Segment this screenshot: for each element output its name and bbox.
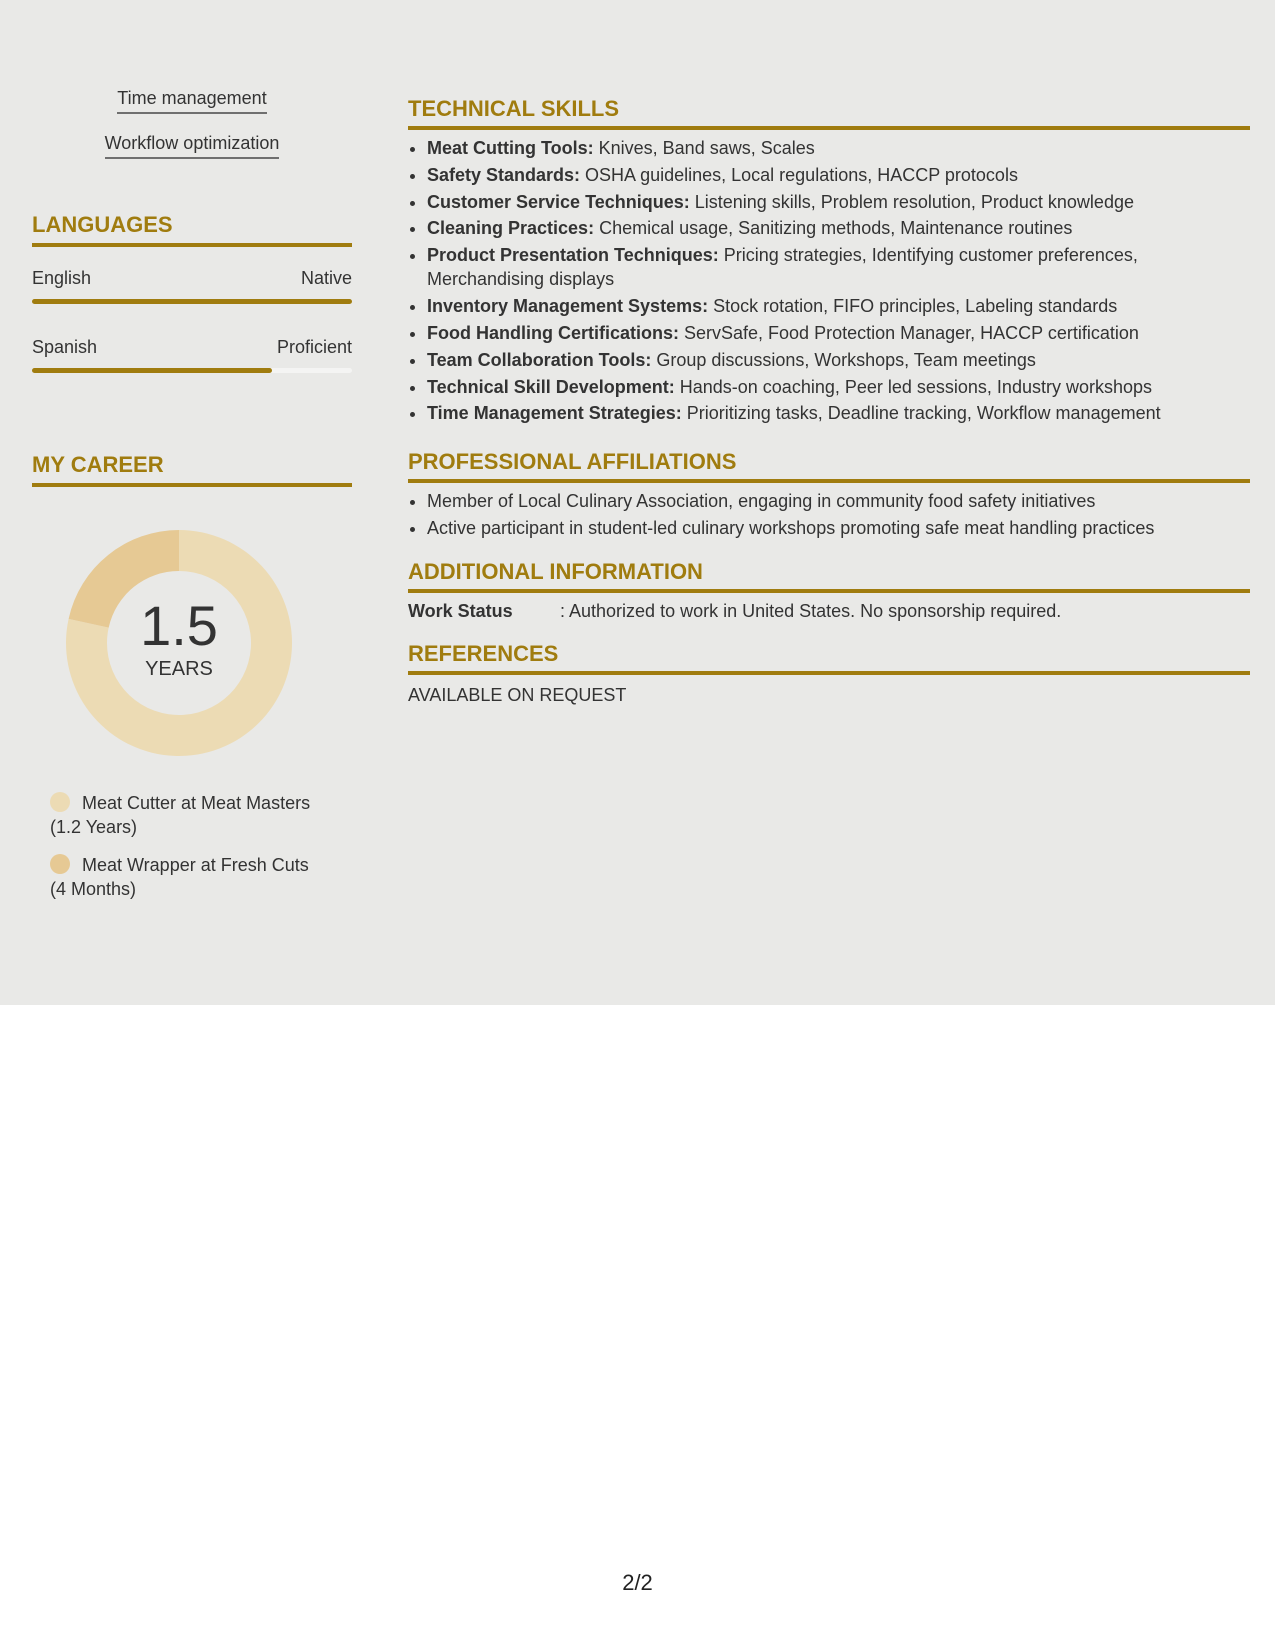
references-text: AVAILABLE ON REQUEST	[408, 685, 627, 705]
language-bar	[32, 368, 352, 373]
list-item	[427, 293, 1249, 320]
skill-category: Inventory Management Systems:	[427, 296, 709, 317]
language-level: Proficient	[276, 337, 352, 357]
legend-dot-icon	[50, 854, 70, 874]
language-bar	[32, 299, 352, 304]
career-legend-item	[50, 791, 350, 839]
list-item	[427, 162, 1249, 189]
language-bar-fill	[32, 368, 272, 373]
page-number: 2/2	[622, 1570, 653, 1595]
skill-detail: Chemical usage, Sanitizing methods, Maintenance routines	[594, 218, 1073, 239]
work-status-label: Work Status	[408, 601, 513, 621]
skill-label: Time management	[117, 88, 266, 114]
work-status-row	[408, 601, 1061, 622]
list-item: • Active participant in student-led culinary workshops promoting safe meat handling practices	[427, 515, 1249, 542]
career-donut-chart	[66, 530, 292, 756]
list-item	[427, 242, 1249, 293]
skill-item	[32, 133, 352, 159]
skill-category: Safety Standards:	[427, 164, 581, 185]
list-item	[427, 320, 1249, 347]
language-name: English	[32, 268, 92, 288]
skill-category: Cleaning Practices:	[427, 218, 595, 239]
skill-item	[32, 88, 352, 114]
skill-category: Team Collaboration Tools:	[427, 349, 652, 370]
career-donut-center	[66, 530, 292, 756]
skill-category: Product Presentation Techniques:	[427, 245, 719, 266]
list-item	[427, 400, 1249, 427]
affiliations-list	[408, 488, 1249, 542]
technical-skills-list	[408, 135, 1249, 427]
career-legend-item	[50, 853, 350, 901]
skill-detail: Listening skills, Problem resolution, Product knowledge	[689, 191, 1134, 212]
skill-category: Technical Skill Development:	[427, 376, 675, 397]
technical-skills-heading: TECHNICAL SKILLS	[408, 96, 1250, 130]
language-name: Spanish	[32, 337, 98, 357]
language-row	[32, 337, 352, 358]
list-item	[427, 189, 1249, 216]
list-item	[427, 374, 1249, 401]
list-item	[427, 215, 1249, 242]
skill-category: Food Handling Certifications:	[427, 322, 679, 343]
languages-heading: LANGUAGES	[32, 212, 352, 247]
career-total: 1.5	[140, 593, 218, 657]
skill-detail: OSHA guidelines, Local regulations, HACCP protocols	[580, 164, 1018, 185]
references-heading: REFERENCES	[408, 641, 1250, 675]
skill-detail: Group discussions, Workshops, Team meetings	[651, 349, 1036, 370]
skill-detail: Knives, Band saws, Scales	[593, 138, 815, 158]
affiliations-heading: PROFESSIONAL AFFILIATIONS	[408, 449, 1250, 483]
skill-detail: ServSafe, Food Protection Manager, HACCP certification	[679, 322, 1139, 343]
work-status-value: : Authorized to work in United States. No sponsorship required.	[560, 601, 1062, 621]
career-unit: YEARS	[145, 657, 213, 680]
language-row	[32, 268, 352, 289]
skill-detail: Hands-on coaching, Peer led sessions, Industry workshops	[674, 376, 1152, 397]
language-level: Native	[300, 268, 352, 288]
skill-category: Customer Service Techniques:	[427, 191, 690, 212]
list-item	[427, 135, 1249, 162]
career-duration: (4 Months)	[50, 879, 137, 899]
skill-category: Meat Cutting Tools:	[427, 138, 594, 158]
skill-detail: Prioritizing tasks, Deadline tracking, Workflow management	[681, 403, 1161, 424]
skill-detail: Pricing strategies, Identifying customer preferences, Merchandising displays	[427, 245, 1138, 290]
skill-category: Time Management Strategies:	[427, 403, 682, 424]
skill-label: Workflow optimization	[105, 133, 280, 159]
list-item: • Member of Local Culinary Association, engaging in community food safety initiatives	[427, 488, 1249, 515]
list-item	[427, 347, 1249, 374]
legend-dot-icon	[50, 792, 70, 812]
language-bar-fill	[32, 299, 352, 304]
career-role: Meat Cutter at Meat Masters	[82, 793, 311, 813]
career-duration: (1.2 Years)	[50, 817, 138, 837]
additional-info-heading: ADDITIONAL INFORMATION	[408, 559, 1250, 593]
skill-detail: Stock rotation, FIFO principles, Labeling standards	[708, 296, 1118, 317]
career-role: Meat Wrapper at Fresh Cuts	[82, 855, 309, 875]
career-heading: MY CAREER	[32, 452, 352, 487]
